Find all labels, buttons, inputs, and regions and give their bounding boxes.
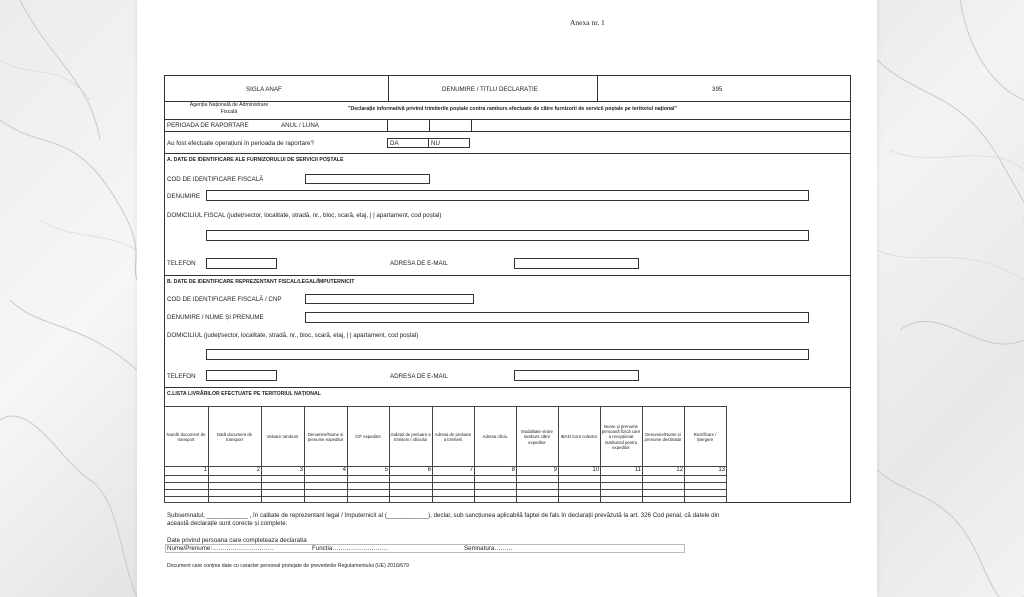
gdpr-note: Document care conține date cu caracter personal protejate de prevederile Regulamentului (UE) 2016/679	[167, 563, 409, 569]
column-header: Valoare ramburs	[266, 434, 299, 440]
column-number: 6	[427, 467, 431, 473]
section-a-domicile-input[interactable]	[206, 230, 809, 241]
declaration-code: 395	[712, 86, 723, 93]
section-a-name-label: DENUMIRE	[167, 193, 201, 200]
column-header: Denumire/Nume și prenume destinatar	[644, 431, 682, 442]
section-b-email-label: ADRESA DE E-MAIL	[390, 373, 448, 380]
section-c-title: C.LISTA LIVRĂRILOR EFECTUATE PE TERITORIUL NAȚIONAL	[167, 391, 321, 397]
column-header: IBAN Cont colector	[560, 434, 598, 440]
agency-name: Agenția Națională de Administrare Fiscală	[189, 102, 269, 115]
declaration-sheet	[137, 0, 877, 597]
logo-placeholder: SIGLA ANAF	[246, 86, 282, 93]
section-a-fiscal-code-label: COD DE IDENTIFICARE FISCALĂ	[167, 176, 264, 183]
section-b-domicile-input[interactable]	[206, 349, 809, 360]
preparer-function-field[interactable]: Functia………………………	[312, 545, 388, 552]
preparer-name-field[interactable]: Nume/Prenume:…………………………	[167, 545, 274, 552]
table-row-line	[164, 482, 727, 483]
column-number: 5	[384, 467, 388, 473]
column-header: Adresa ofiсiu	[482, 434, 508, 440]
column-number: 8	[511, 467, 515, 473]
preparer-label: Date privind persoana care completeaza declaratia	[167, 537, 307, 544]
table-row-line	[164, 496, 727, 497]
table-column-line	[389, 406, 390, 502]
column-header: Modalitate virare ramburs către expeditor	[521, 429, 553, 445]
section-a-phone-label: TELEFON	[167, 260, 196, 267]
column-number: 13	[718, 467, 725, 473]
column-number: 1	[203, 467, 207, 473]
no-label: NU	[431, 140, 440, 147]
year-input[interactable]	[388, 120, 429, 131]
section-b-domicile-label: DOMICILIUL (județ/sector, localitate, stradă, nr., bloc, scară, etaj, | | apartament, cod poștal)	[167, 332, 419, 339]
table-row-line	[164, 475, 727, 476]
yes-checkbox[interactable]	[387, 138, 429, 148]
table-column-line	[600, 406, 601, 502]
table-column-line	[208, 406, 209, 502]
yes-label: DA	[390, 140, 399, 147]
table-column-line	[726, 406, 727, 502]
declaration-name-label: DENUMIRE / TITLU DECLARAȚIE	[442, 86, 538, 93]
table-row-line	[164, 466, 727, 467]
table-column-line	[432, 406, 433, 502]
annex-label: Anexa nr. 1	[570, 18, 605, 27]
column-header: Adresa de preluare a trimiterii	[434, 431, 472, 442]
table-row-line	[164, 489, 727, 490]
table-column-line	[164, 406, 165, 502]
period-sublabel: ANUL / LUNA	[281, 122, 319, 129]
preparer-signature-field[interactable]: Semnatura………	[464, 545, 513, 552]
declaration-title: "Declarație informativă privind trimiterile poștale contra ramburs efectuate de către furnizorii de servicii poștale pe teritoriul național"	[348, 106, 677, 112]
column-number: 3	[299, 467, 303, 473]
section-b-name-label: DENUMIRE / NUME ȘI PRENUME	[167, 314, 264, 321]
column-number: 4	[342, 467, 346, 473]
month-input[interactable]	[430, 120, 471, 131]
section-a-domicile-label: DOMICILIUL FISCAL (județ/sector, localitate, stradă, nr., bloc, scară, etaj, | | apartament, cod poștal)	[167, 212, 442, 219]
table-column-line	[558, 406, 559, 502]
section-b-email-input[interactable]	[514, 370, 639, 381]
column-header: Număr document de transport	[166, 431, 206, 442]
column-header: Dată document de transport	[216, 431, 253, 442]
table-column-line	[516, 406, 517, 502]
table-row-line	[164, 502, 727, 503]
table-column-line	[261, 406, 262, 502]
table-column-line	[347, 406, 348, 502]
table-column-line	[474, 406, 475, 502]
statement-line-2: această declarație sunt corecte și complete.	[167, 520, 288, 527]
column-header: Județul de preluare a trimiterii / oficiului	[390, 431, 431, 442]
column-header: Rectificare / Ștergere	[693, 431, 717, 442]
column-number: 10	[592, 467, 599, 473]
column-number: 11	[634, 467, 641, 473]
column-number: 2	[256, 467, 260, 473]
section-b-name-input[interactable]	[305, 312, 809, 323]
section-b-phone-label: TELEFON	[167, 373, 196, 380]
section-b-title: B. DATE DE IDENTIFICARE REPREZENTANT FISCAL/LEGAL/ÎMPUTERNICIT	[167, 279, 355, 285]
operations-question: Au fost efectuate operațiuni în perioada de raportare?	[167, 140, 314, 147]
section-b-fiscal-code-label: COD DE IDENTIFICARE FISCALĂ / CNP	[167, 296, 282, 303]
statement-line-1: Subsemnatul, ____________ , în calitate de reprezentant legal / împuternicit al (____________), declar, sub sancțiunea aplicabilă faptei de fals în declarații prevăzută la art. 326 Cod penal, că datele din	[167, 512, 720, 519]
table-row-line	[164, 406, 727, 407]
section-a-email-label: ADRESA DE E-MAIL	[390, 260, 448, 267]
column-header: Denumire/Nume și prenume expeditor	[307, 431, 344, 442]
column-number: 12	[676, 467, 683, 473]
section-a-title: A. DATE DE IDENTIFICARE ALE FURNIZORULUI DE SERVICII POȘTALE	[167, 157, 344, 163]
no-checkbox[interactable]	[428, 138, 470, 148]
column-header: CIF expeditor	[355, 434, 381, 440]
table-column-line	[684, 406, 685, 502]
section-b-fiscal-code-input[interactable]	[305, 294, 474, 304]
section-a-email-input[interactable]	[514, 258, 639, 269]
section-a-fiscal-code-input[interactable]	[305, 174, 430, 184]
section-a-name-input[interactable]	[206, 190, 809, 201]
column-number: 7	[469, 467, 473, 473]
table-column-line	[304, 406, 305, 502]
section-b-phone-input[interactable]	[206, 370, 277, 381]
period-label: PERIOADA DE RAPORTARE	[167, 122, 249, 129]
table-column-line	[642, 406, 643, 502]
column-header: Nume și prenume persoană fizică care a recepționat rambursul pentru expeditor	[601, 423, 641, 450]
section-a-phone-input[interactable]	[206, 258, 277, 269]
column-number: 9	[553, 467, 557, 473]
